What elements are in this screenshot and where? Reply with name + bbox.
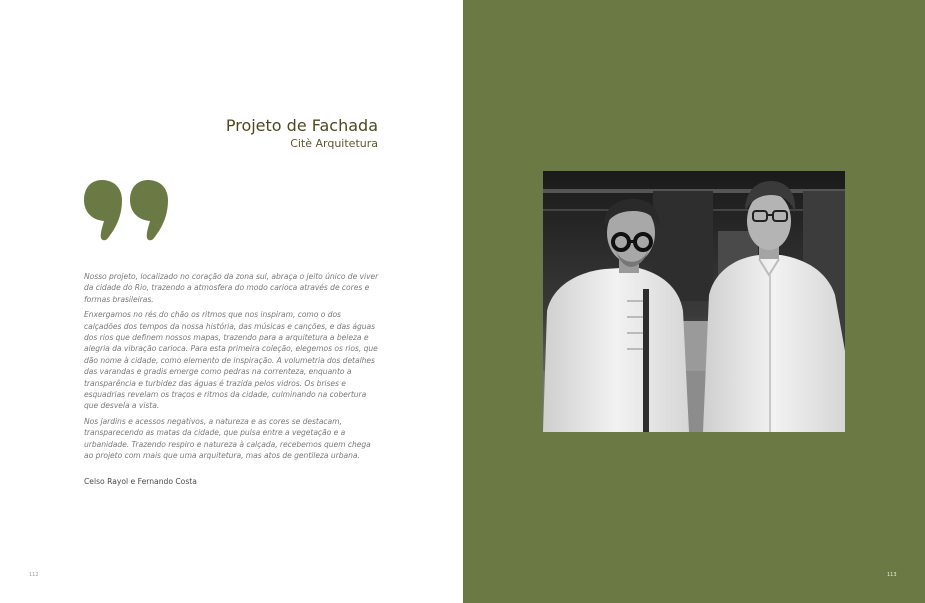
body-paragraph-3: Nos jardins e acessos negativos, a natureza e as cores se destacam, transparecendo as matas da cidade, que pulsa entre a vegetação e a urbanidade. Trazendo respiro e natureza à calçada, recebemos quem chega ao projeto com mais que uma arquitetura, mas atos de gentileza urbana. [84, 416, 371, 461]
body-paragraph-2: Enxergamos no rés do chão os ritmos que nos inspiram, como o dos calçadões dos tempos da nossa história, das músicas e canções, e das águas dos rios que definem nossos mapas, trazendo para a arquitetura a beleza e alegria da vibração carioca. Para esta primeira coleção, elegemos os rios, que dão nome à cidade, como elemento de inspiração. A volumetria dos detalhes das varandas e gradis emerge como pedras na correnteza, enquanto a transparência e turbidez das águas é trazida pelos vidros. Os brises e esquadrias revelam os traços e ritmos da cidade, culminando na cobertura que desvela a vista. [84, 310, 378, 411]
article-body [84, 271, 380, 466]
body-paragraph-1: Nosso projeto, localizado no coração da zona sul, abraça o jeito único de viver da cidade do Rio, trazendo a atmosfera do modo carioca através de cores e formas brasileiras. [84, 272, 379, 304]
article-title: Projeto de Fachada [225, 116, 378, 135]
author-signature: Celso Rayol e Fernando Costa [84, 477, 197, 486]
architects-photo [543, 171, 845, 432]
architects-photo-illustration [543, 171, 845, 432]
page-number-left: 112 [29, 572, 39, 578]
page-number-right: 113 [887, 572, 897, 578]
article-subtitle: Citè Arquitetura [290, 137, 378, 150]
quote-mark-icon [82, 178, 172, 242]
